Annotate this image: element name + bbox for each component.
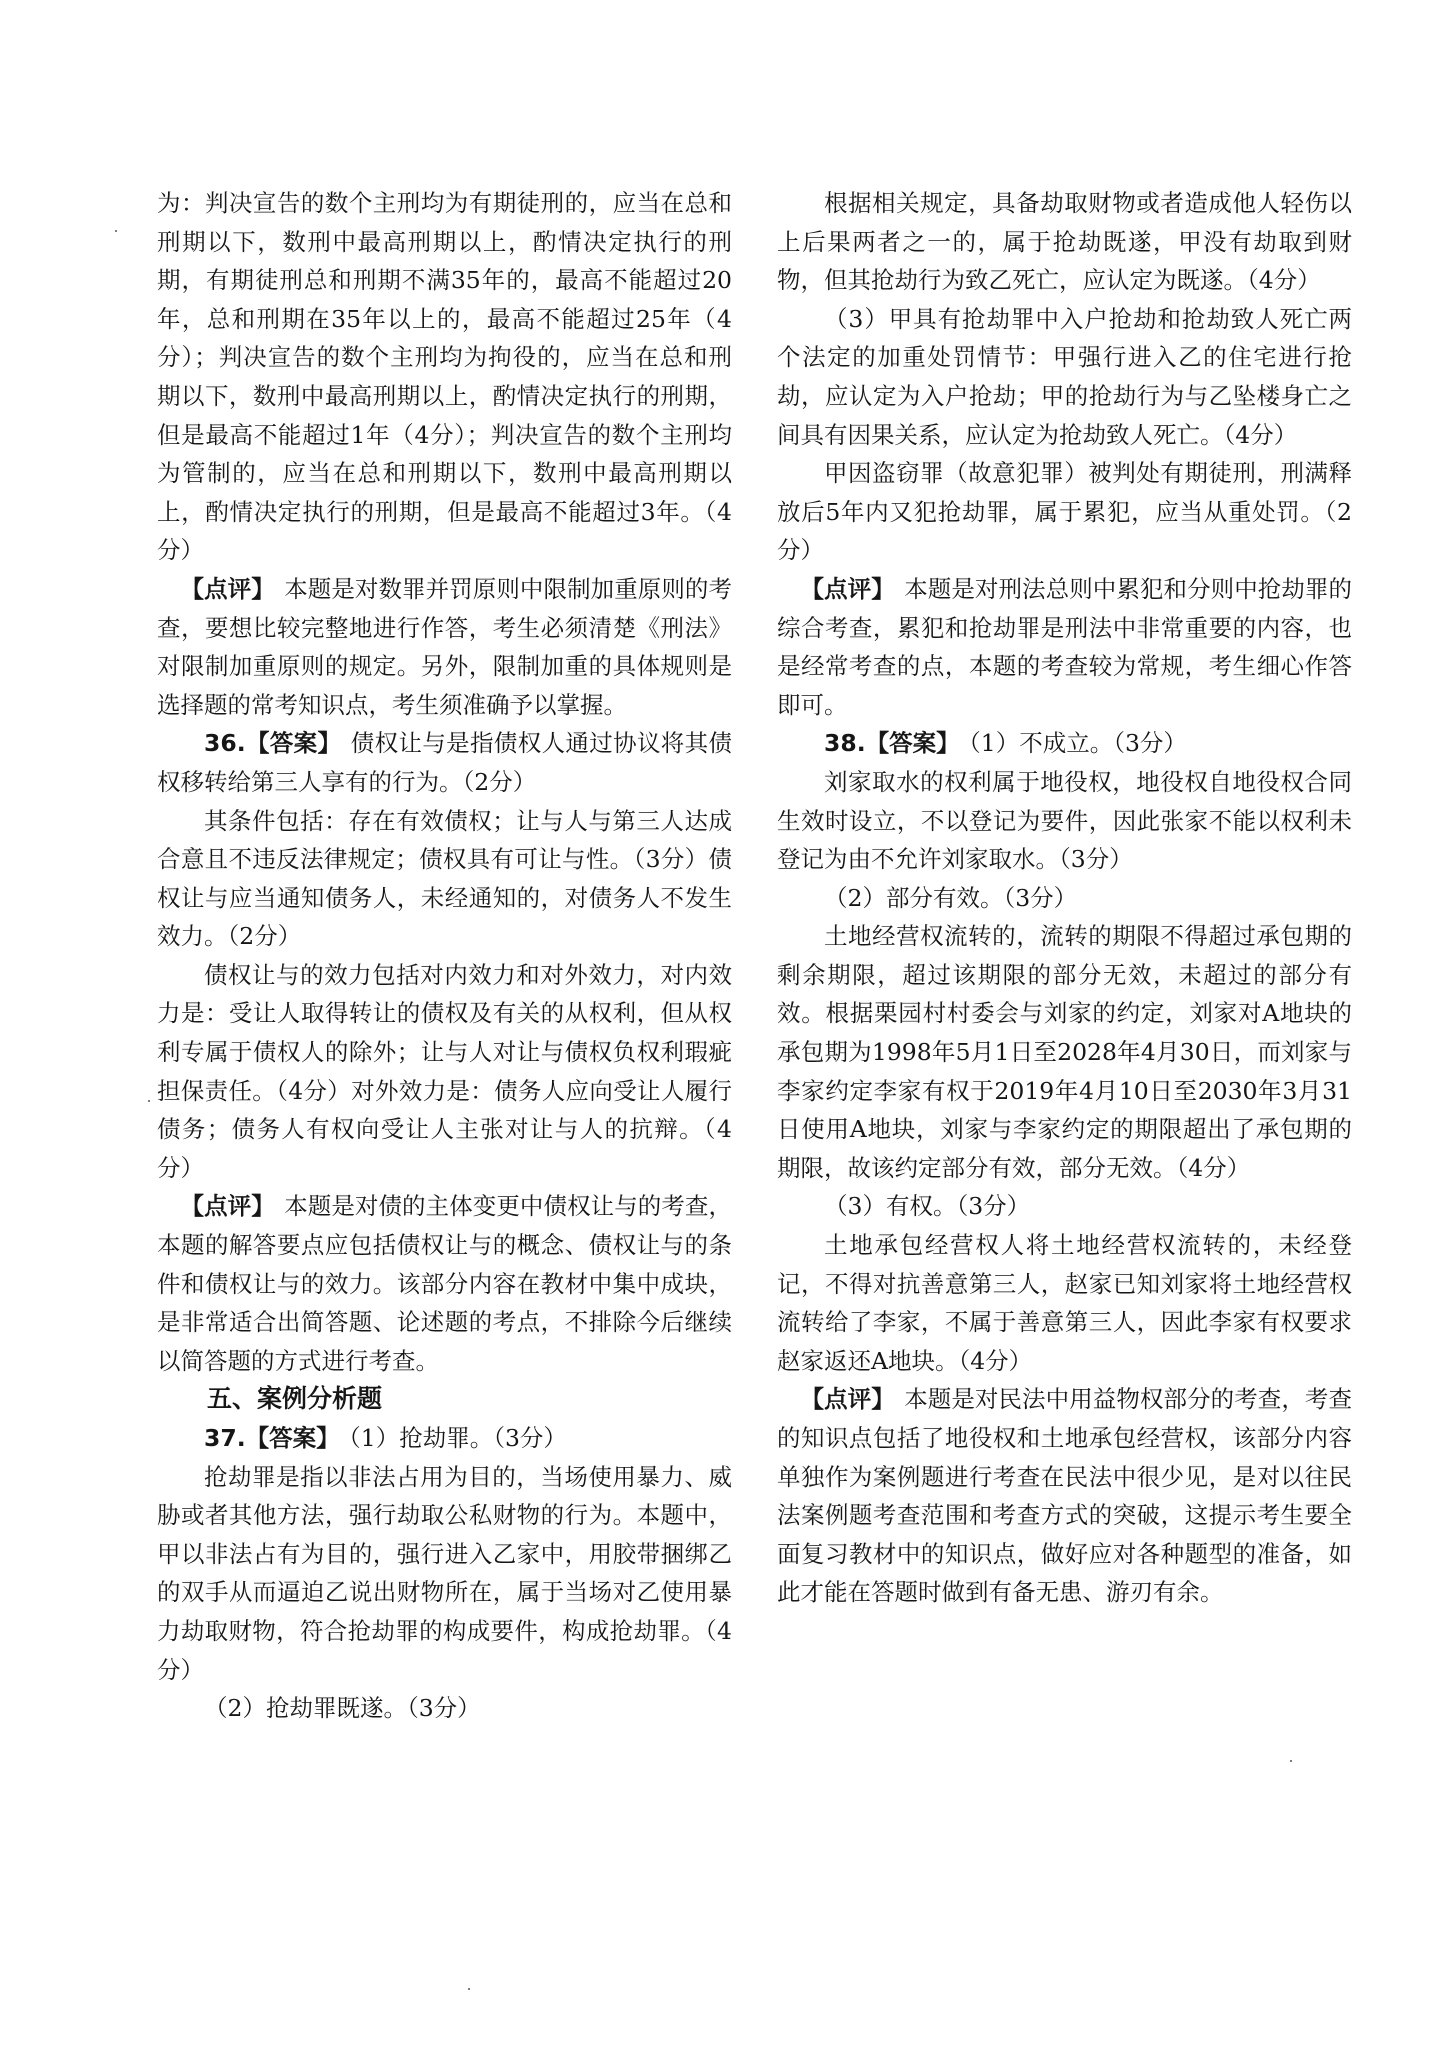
answer-label: 【答案】 [245, 729, 342, 758]
comment-label: 【点评】 [180, 574, 275, 603]
paragraph-sentencing-rules: 为：判决宣告的数个主刑均为有期徒刑的，应当在总和刑期以下，数刑中最高刑期以上，酌情决定执行的刑期，有期徒刑总和刑期不满35年的，最高不能超过20年，总和刑期在35年以上的，最高不能超过25年（4分）；判决宣告的数个主刑均为拘役的，应当在总和刑期以下，数刑中最高刑期以上，酌情决定执行的刑期，但是最高不能超过1年（4分）；判决宣告的数个主刑均为管制的，应当在总和刑期以下，数刑中最高刑期以上，酌情决定执行的刑期，但是最高不能超过3年。（4分） [157, 189, 732, 565]
section-heading-case-analysis: 五、案例分析题 [207, 1384, 383, 1414]
scan-speck [1290, 1760, 1292, 1762]
comment-label: 【点评】 [800, 1385, 895, 1414]
comment-q37 [777, 570, 1352, 724]
comment-text: 本题是对民法中用益物权部分的考查，考查的知识点包括了地役权和土地承包经营权，该部分内容单独作为案例题进行考查在民法中很少见，是对以往民法案例题考查范围和考查方式的突破，这提示考生要全面复习教材中的知识点，做好应对各种题型的准备，如此才能在答题时做到有备无患、游刃有余。 [777, 1385, 1353, 1607]
scan-speck [115, 230, 117, 232]
paragraph-q38-sub2: （2）部分有效。（3分） [824, 883, 1078, 912]
question-number: 38. [824, 729, 866, 758]
answer-q38 [777, 724, 1352, 763]
paragraph-q36-effects: 债权让与的效力包括对内效力和对外效力，对内效力是：受让人取得转让的债权及有关的从权利，但从权利专属于债权人的除外；让与人对让与债权负权利瑕疵担保责任。（4分）对外效力是：债务人应向受让人履行债务；债务人有权向受让人主张对让与人的抗辩。（4分） [157, 960, 732, 1182]
paragraph-q37-robbery-definition: 抢劫罪是指以非法占用为目的，当场使用暴力、威胁或者其他方法，强行劫取公私财物的行为。本题中，甲以非法占有为目的，强行进入乙家中，用胶带捆绑乙的双手从而逼迫乙说出财物所在，属于当场对乙使用暴力劫取财物，符合抢劫罪的构成要件，构成抢劫罪。（4分） [157, 1462, 732, 1684]
comment-q38 [777, 1380, 1352, 1612]
paragraph-q37-aggravating: （3）甲具有抢劫罪中入户抢劫和抢劫致人死亡两个法定的加重处罚情节：甲强行进入乙的住宅进行抢劫，应认定为入户抢劫；甲的抢劫行为与乙坠楼身亡之间具有因果关系，应认定为抢劫致人死亡。（4分） [777, 304, 1352, 449]
comment-q35 [157, 570, 732, 724]
comment-label: 【点评】 [180, 1192, 275, 1221]
scan-speck [148, 1100, 150, 1102]
answer-text: 债权让与是指债权人通过协议将其债权移转给第三人享有的行为。（2分） [157, 729, 733, 796]
scan-speck [468, 1988, 470, 1990]
answer-q37 [157, 1419, 732, 1458]
comment-label: 【点评】 [800, 574, 895, 603]
paragraph-q36-conditions: 其条件包括：存在有效债权；让与人与第三人达成合意且不违反法律规定；债权具有可让与性。（3分）债权让与应当通知债务人，未经通知的，对债务人不发生效力。（2分） [157, 806, 732, 951]
question-number: 36. [204, 729, 246, 758]
answer-q36 [157, 724, 732, 801]
answer-label: 【答案】 [865, 729, 960, 758]
question-number: 37. [204, 1424, 246, 1452]
paragraph-q37-completion: 根据相关规定，具备劫取财物或者造成他人轻伤以上后果两者之一的，属于抢劫既遂，甲没有劫取到财物，但其抢劫行为致乙死亡，应认定为既遂。（4分） [777, 189, 1352, 295]
answer-label: 【答案】 [245, 1424, 340, 1452]
answer-text: （1）不成立。（3分） [969, 729, 1187, 758]
comment-text: 本题是对债的主体变更中债权让与的考查，本题的解答要点应包括债权让与的概念、债权让与的条件和债权让与的效力。该部分内容在教材中集中成块，是非常适合出简答题、论述题的考点，不排除今后继续以简答题的方式进行考查。 [157, 1192, 733, 1375]
comment-text: 本题是对数罪并罚原则中限制加重原则的考查，要想比较完整地进行作答，考生必须清楚《刑法》对限制加重原则的规定。另外，限制加重的具体规则是选择题的常考知识点，考生须准确予以掌握。 [157, 574, 733, 719]
paragraph-q38-land-term: 土地经营权流转的，流转的期限不得超过承包期的剩余期限，超过该期限的部分无效，未超过的部分有效。根据栗园村村委会与刘家的约定，刘家对A地块的承包期为1998年5月1日至2028年4月30日，而刘家与李家约定李家有权于2019年4月10日至2030年3月31日使用A地块，刘家与李家约定的期限超出了承包期的期限，故该约定部分有效，部分无效。（4分） [777, 922, 1352, 1182]
comment-text: 本题是对刑法总则中累犯和分则中抢劫罪的综合考查，累犯和抢劫罪是刑法中非常重要的内容，也是经常考查的点，本题的考查较为常规，考生细心作答即可。 [777, 574, 1353, 719]
paragraph-q37-recidivist: 甲因盗窃罪（故意犯罪）被判处有期徒刑，刑满释放后5年内又犯抢劫罪，属于累犯，应当从重处罚。（2分） [777, 459, 1352, 565]
paragraph-q38-registration: 土地承包经营权人将土地经营权流转的，未经登记，不得对抗善意第三人，赵家已知刘家将土地经营权流转给了李家，不属于善意第三人，因此李家有权要求赵家返还A地块。（4分） [777, 1231, 1352, 1375]
paragraph-q38-easement: 刘家取水的权利属于地役权，地役权自地役权合同生效时设立，不以登记为要件，因此张家不能以权利未登记为由不允许刘家取水。（3分） [777, 767, 1352, 874]
paragraph-q37-sub2: （2）抢劫罪既遂。（3分） [204, 1694, 481, 1723]
comment-q36 [157, 1187, 732, 1380]
paragraph-q38-sub3: （3）有权。（3分） [824, 1192, 1031, 1221]
left-column [157, 184, 732, 1728]
answer-text: （1）抢劫罪。（3分） [349, 1424, 567, 1452]
right-column [777, 184, 1352, 1612]
